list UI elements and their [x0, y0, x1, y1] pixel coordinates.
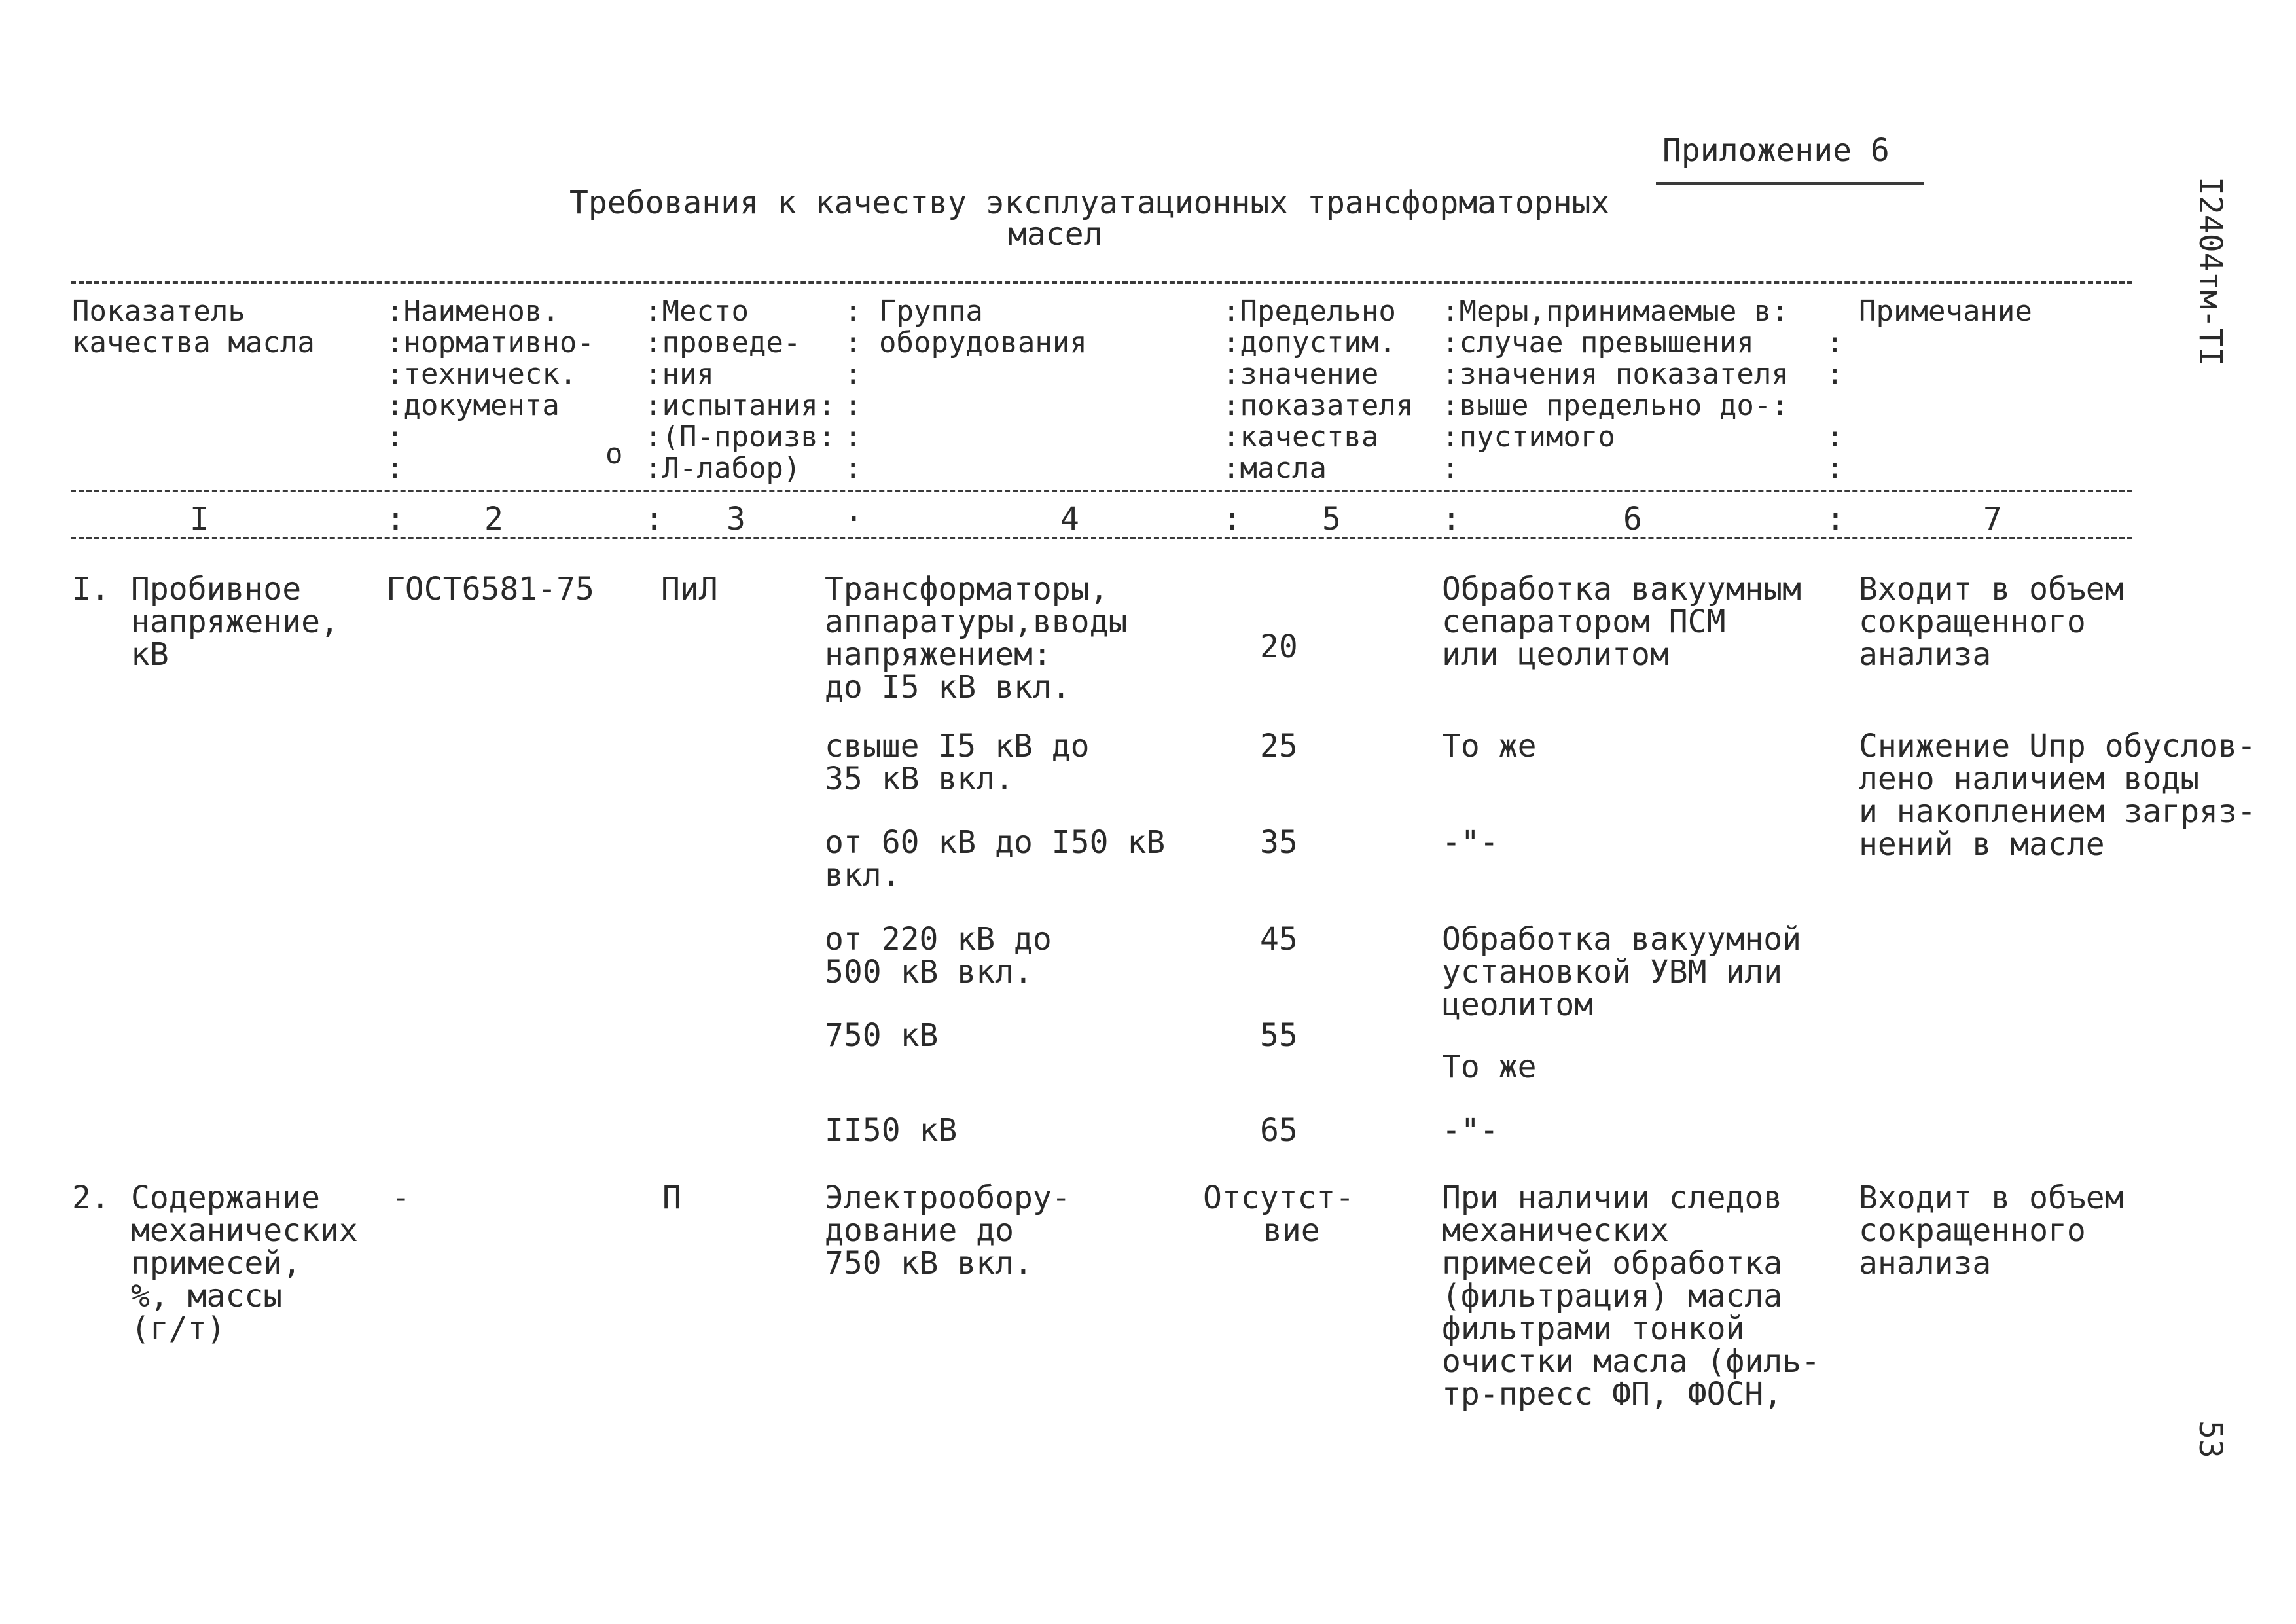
header-note: Примечание — [1859, 295, 2032, 328]
row2-number: 2. — [72, 1180, 110, 1216]
row2-document: - — [391, 1180, 410, 1216]
header-limit: :Предельно :допустим. :значение :показателя :качества :масла — [1223, 295, 1414, 485]
numbers-bottom-rule — [71, 537, 2132, 539]
row2-indicator: Содержание механических примесей, %, массы (г/т) — [131, 1180, 358, 1347]
col-number-7: 7 — [1983, 501, 2002, 537]
row1-measures-6: -"- — [1442, 1112, 1499, 1149]
col-number-1: I — [190, 501, 209, 537]
header-bottom-rule — [71, 490, 2132, 492]
col-number-2: 2 — [484, 501, 503, 537]
row1-equipment-1: Трансформаторы, аппаратуры,вводы напряжением: до I5 кВ вкл. — [825, 571, 1128, 706]
header-document-mark: о — [605, 437, 623, 471]
row1-note-1: Входит в объем сокращенного анализа — [1859, 571, 2124, 673]
col-number-5: 5 — [1322, 501, 1341, 537]
row1-equipment-3: от 60 кВ до I50 кВ вкл. — [825, 824, 1166, 893]
header-document: :Наименов. :нормативно- :техническ. :документа : : — [386, 295, 594, 485]
row1-equipment-6: II50 кВ — [825, 1112, 958, 1149]
header-place: :Место :проведе- :ния :испытания: :(П-произв: :Л-лабор) — [645, 295, 836, 485]
row1-limit-4: 45 — [1260, 921, 1298, 958]
row1-place: ПиЛ — [661, 571, 718, 607]
table-top-rule — [71, 281, 2132, 284]
col-sep: : — [386, 501, 405, 537]
col-sep: · — [844, 501, 863, 537]
row1-measures-5: То же — [1442, 1049, 1537, 1085]
col-sep: : — [1442, 501, 1461, 537]
row1-measures-3: -"- — [1442, 824, 1499, 861]
appendix-label: Приложение 6 — [1662, 132, 1890, 169]
header-measures-colons: : : : : — [1826, 326, 1844, 485]
header-indicator: Показатель качества масла — [72, 295, 315, 359]
col-number-4: 4 — [1060, 501, 1079, 537]
row1-equipment-2: свыше I5 кВ до 35 кВ вкл. — [825, 728, 1090, 797]
row1-limit-2: 25 — [1260, 728, 1298, 765]
row1-limit-3: 35 — [1260, 824, 1298, 861]
row1-indicator: Пробивное напряжение, кВ — [131, 571, 339, 673]
row1-measures-2: То же — [1442, 728, 1537, 765]
row1-equipment-4: от 220 кВ до 500 кВ вкл. — [825, 921, 1052, 990]
row2-limit: Отсутст- вие — [1203, 1180, 1355, 1249]
page-title-line1: Требования к качеству эксплуатационных трансформаторных — [569, 185, 1610, 221]
col-sep: : — [1826, 501, 1845, 537]
side-document-code: I2404тм-TI — [2192, 177, 2229, 366]
row1-limit-5: 55 — [1260, 1017, 1298, 1054]
row1-number: I. — [72, 571, 110, 607]
row1-limit-1: 20 — [1260, 628, 1298, 665]
page-title-line2: масел — [1008, 216, 1103, 253]
row1-measures-4: Обработка вакуумной установкой УВМ или цеолитом — [1442, 921, 1802, 1023]
header-equipment: : Группа : оборудования : : : : — [844, 295, 1087, 485]
row1-equipment-5: 750 кВ — [825, 1017, 939, 1054]
row1-limit-6: 65 — [1260, 1112, 1298, 1149]
header-measures: :Меры,принимаемые в: :случае превышения :значения показателя :выше предельно до-: :пустимого : — [1442, 295, 1789, 485]
row2-note: Входит в объем сокращенного анализа — [1859, 1180, 2124, 1282]
row2-equipment: Электрообору- дование до 750 кВ вкл. — [825, 1180, 1071, 1282]
col-number-6: 6 — [1623, 501, 1642, 537]
page-number: 53 — [2192, 1420, 2229, 1458]
row2-measures: При наличии следов механических примесей обработка (фильтрация) масла фильтрами тонкой очистки масла (филь- тр-пресс ФП, ФОСН, — [1442, 1180, 1820, 1413]
col-number-3: 3 — [726, 501, 745, 537]
row1-note-2: Снижение Uпр обуслов- лено наличием воды и накоплением загряз- нений в масле — [1859, 728, 2256, 863]
col-sep: : — [1223, 501, 1242, 537]
row1-measures-1: Обработка вакуумным сепаратором ПСМ или цеолитом — [1442, 571, 1802, 673]
appendix-underline — [1656, 182, 1924, 185]
row1-document: ГОСТ6581-75 — [386, 571, 594, 607]
col-sep: : — [645, 501, 664, 537]
row2-place: П — [662, 1180, 681, 1216]
